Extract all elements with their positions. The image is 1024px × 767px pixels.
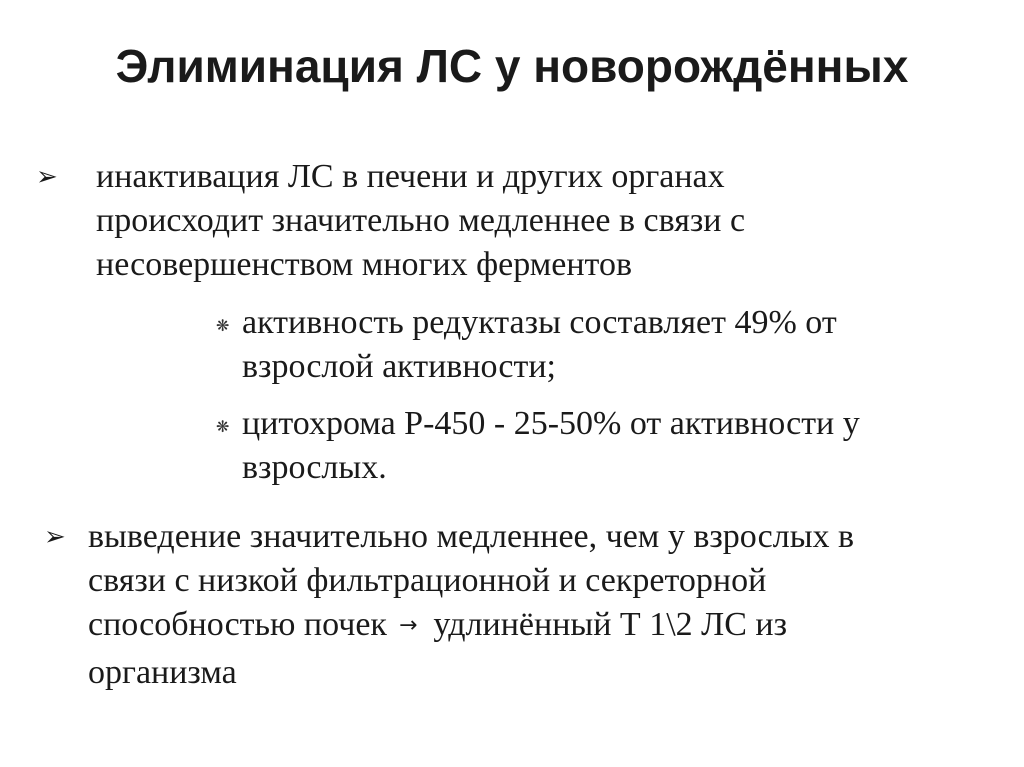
bullet-line: организма bbox=[88, 654, 237, 691]
star-bullet-icon: ❋ bbox=[216, 316, 230, 335]
bullet-inactivation bbox=[96, 155, 745, 287]
bullet-text-fragment: способностью почек bbox=[88, 606, 387, 643]
subbullet-reductase bbox=[242, 301, 837, 389]
bullet-line: связи с низкой фильтрационной и секреторной bbox=[88, 562, 767, 599]
bullet-line: взрослой активности; bbox=[242, 348, 556, 385]
bullet-line: происходит значительно медленнее в связи с bbox=[96, 202, 746, 239]
star-bullet-icon: ❋ bbox=[216, 417, 230, 436]
arrow-bullet-icon: ➢ bbox=[36, 162, 58, 192]
bullet-line: активность редуктазы составляет 49% от bbox=[242, 304, 837, 341]
subbullet-cytochrome bbox=[242, 402, 860, 490]
bullet-excretion bbox=[88, 515, 854, 695]
arrow-bullet-icon: ➢ bbox=[44, 522, 66, 552]
bullet-line: несовершенством многих ферментов bbox=[96, 246, 632, 283]
bullet-text-fragment: удлинённый Т 1\2 ЛС из bbox=[433, 606, 788, 643]
bullet-line: выведение значительно медленнее, чем у взрослых в bbox=[88, 518, 855, 555]
bullet-line: взрослых. bbox=[242, 449, 387, 486]
right-arrow-icon: → bbox=[398, 613, 418, 638]
bullet-line: инактивация ЛС в печени и других органах bbox=[96, 158, 725, 195]
slide-title: Элиминация ЛС у новорождённых bbox=[115, 40, 909, 92]
bullet-line: цитохрома Р-450 - 25-50% от активности у bbox=[242, 405, 860, 442]
bullet-line bbox=[88, 603, 854, 651]
